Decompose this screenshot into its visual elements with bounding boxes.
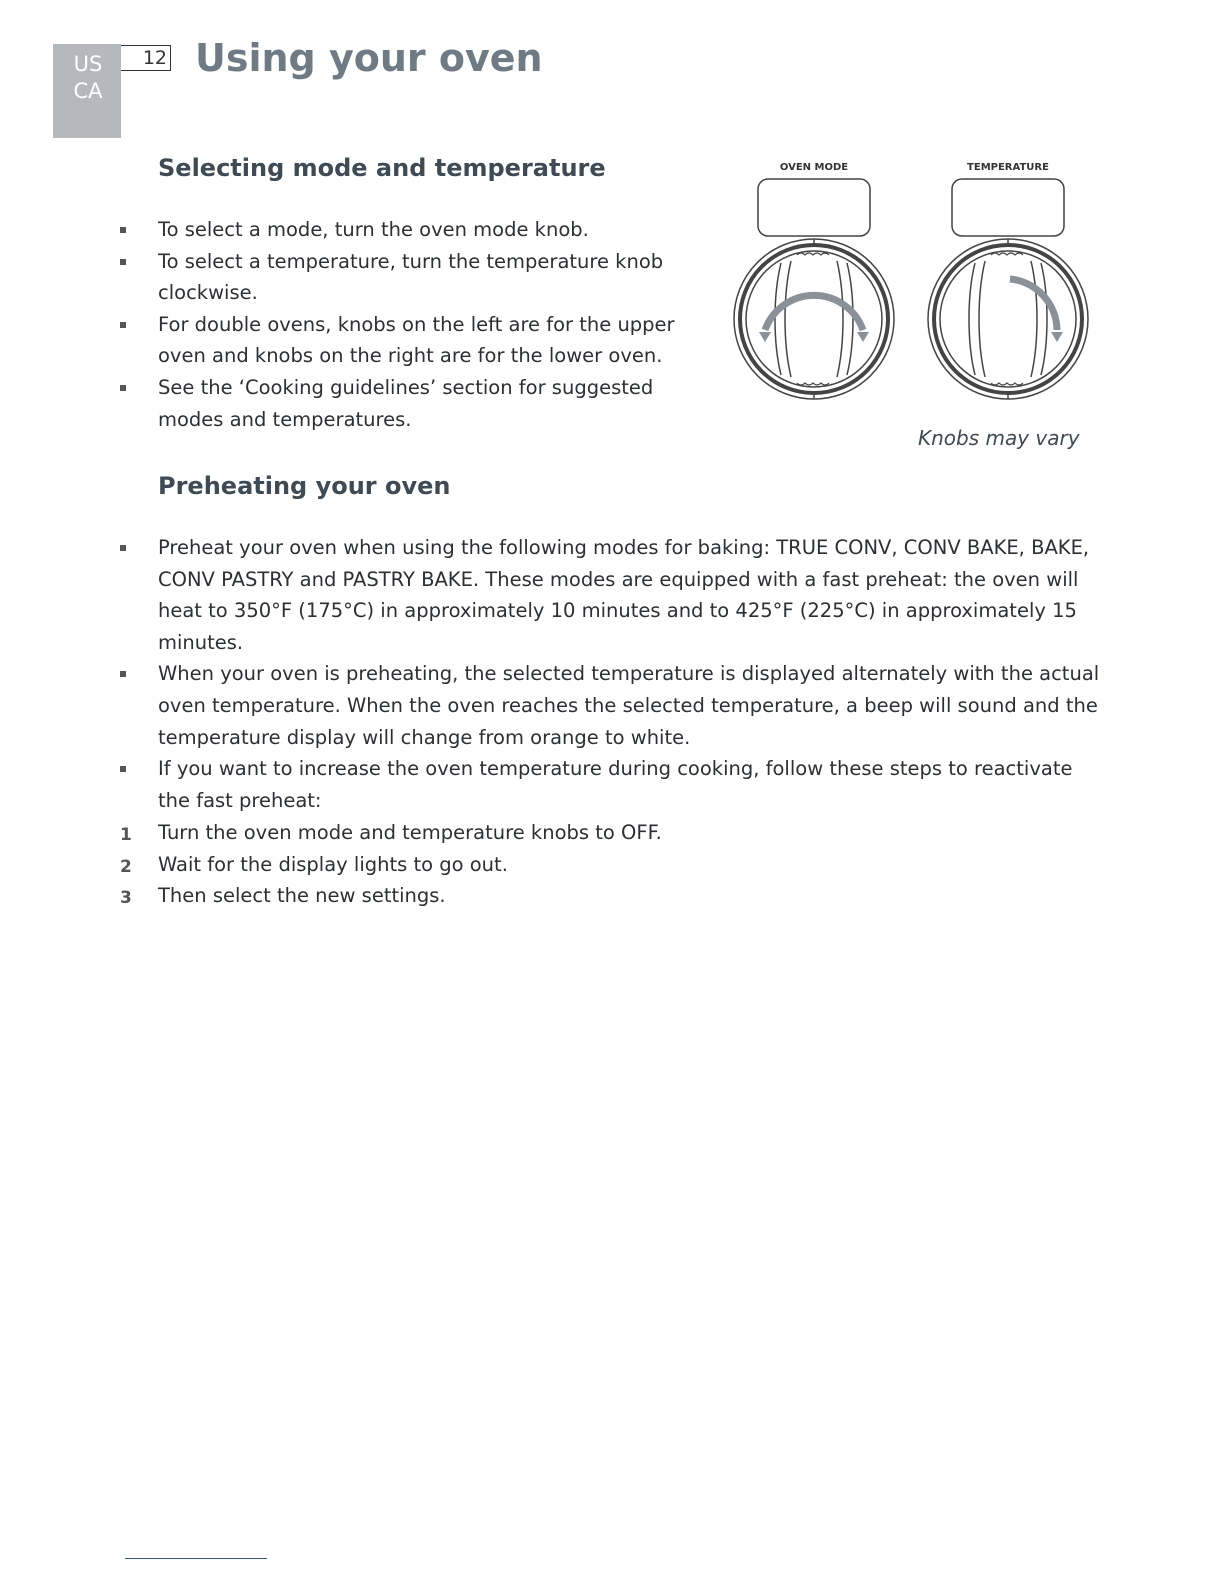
step-text: Then select the new settings. [158,884,446,908]
bullet-icon [120,259,126,265]
step-item [120,849,1108,881]
bullet-icon [120,322,126,328]
list-item [158,532,1108,658]
list-item-text: To select a temperature, turn the temperature knob clockwise. [158,249,664,305]
list-item [158,753,1108,816]
bullet-icon [120,227,126,233]
step-item [120,817,1108,849]
select-instructions-list [158,214,688,435]
oven-mode-label: OVEN MODE [779,162,849,173]
figure-caption: Knobs may vary [918,426,1080,450]
temperature-knob [928,179,1088,399]
bullet-icon [120,385,126,391]
list-item [158,246,688,309]
page-number: 12 [142,47,167,69]
oven-mode-display [758,179,870,236]
list-item [158,658,1108,753]
page-title: Using your oven [195,36,543,80]
list-item [158,372,688,435]
list-item-text: If you want to increase the oven temperature during cooking, follow these steps to reactivate the fast preheat: [158,757,1073,812]
knobs-illustration [725,155,1105,415]
oven-mode-knob [734,179,894,399]
bullet-icon [120,671,126,677]
section-heading-preheat: Preheating your oven [158,472,451,500]
step-text: Wait for the display lights to go out. [158,852,508,876]
step-item [120,880,1108,912]
list-item-text: Preheat your oven when using the following modes for baking: TRUE CONV, CONV BAKE, BAKE, CONV PASTRY and PASTRY BAKE. These modes are equipped with a fast preheat: the oven will heat to 350°F (175°C) in approximately 10 minutes and to 425°F (225°C) in approximately 15 minutes. [158,536,1090,654]
knobs-figure [725,155,1105,415]
step-number: 2 [120,856,132,877]
region-ca-label: CA [73,79,103,103]
region-tab [53,44,121,138]
bullet-icon [120,545,126,551]
bullet-icon [120,766,126,772]
footer-divider [125,1558,267,1559]
temperature-label: TEMPERATURE [967,162,1049,173]
list-item [158,309,688,372]
page-number-box [121,45,171,71]
temperature-display [952,179,1064,236]
list-item-text: To select a mode, turn the oven mode knob. [158,218,589,241]
preheat-steps-list [120,817,1108,912]
region-us-label: US [73,52,103,76]
preheat-instructions-list [158,532,1108,816]
list-item-text: See the ‘Cooking guidelines’ section for suggested modes and temperatures. [158,375,654,431]
step-text: Turn the oven mode and temperature knobs to OFF. [158,821,662,844]
section-heading-select: Selecting mode and temperature [158,154,606,182]
list-item [158,214,688,246]
list-item-text: When your oven is preheating, the selected temperature is displayed alternately with the actual oven temperature. When the oven reaches the selected temperature, a beep will sound and the temperature display will change from orange to white. [158,662,1100,749]
list-item-text: For double ovens, knobs on the left are for the upper oven and knobs on the right are for the lower oven. [158,312,675,368]
step-number: 3 [120,888,132,909]
step-number: 1 [120,825,132,845]
